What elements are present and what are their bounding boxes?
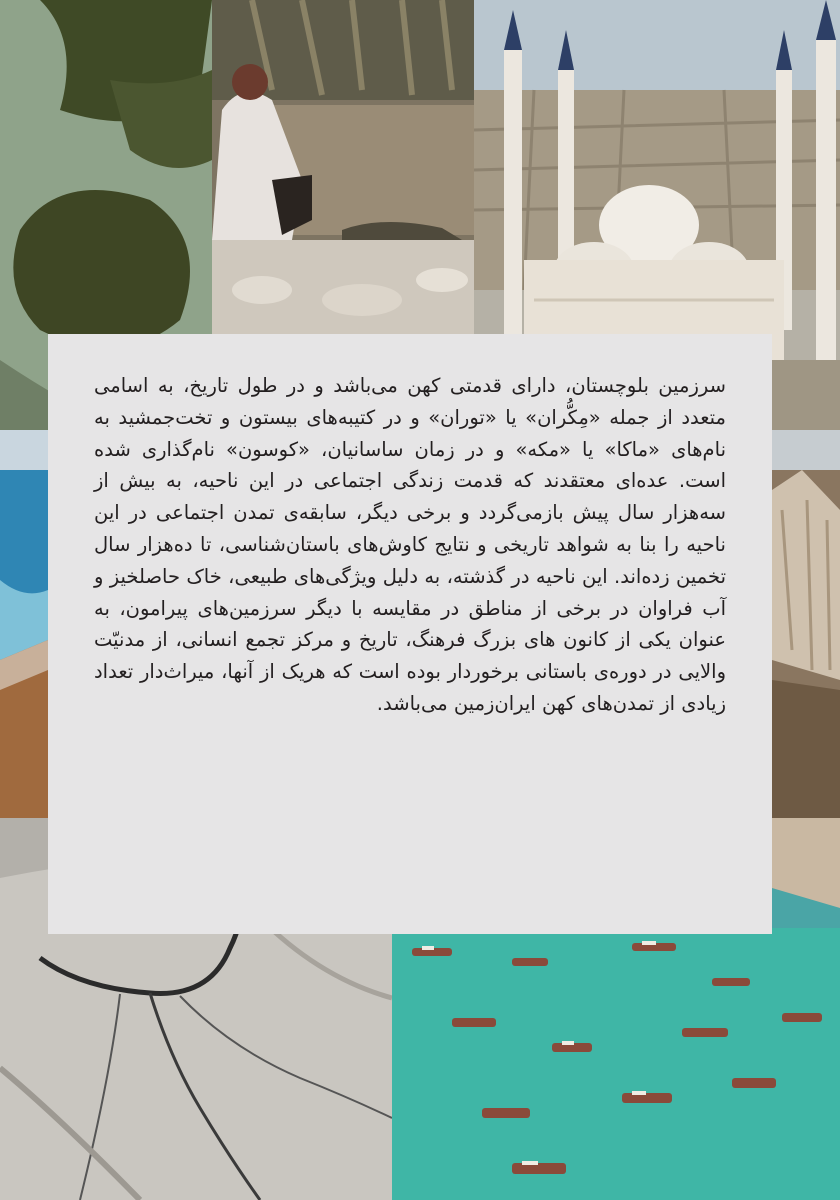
eroded-cliffs-photo (772, 430, 840, 818)
article-text-panel (48, 334, 772, 934)
article-paragraph: سرزمین بلوچستان، دارای قدمتی کهن می‌باشد و در طول تاریخ، به اسامی متعدد از جمله «مِکُّران» یا «توران» و در کتیبه‌های بیستون و تخت‌جمشید به نام‌های «ماکا» یا «مکه» و در زمان ساسانیان، «کوسون» نام‌گذاری شده است. عده‌ای معتقدند که قدمت زندگی اجتماعی در این ناحیه، به بیش از سه‌هزار سال پیش بازمی‌گردد و برخی دیگر، سابقه‌ی تمدن اجتماعی در این ناحیه را بنا به شواهد تاریخی و نتایج کاوش‌های باستان‌شناسی، تا ده‌هزار سال تخمین زده‌اند. این ناحیه در گذشته، به دلیل ویژگی‌های طبیعی، خاک حاصلخیز و آب فراوان در برخی از مناطق در مقایسه با دیگر سرزمین‌های پیرامون، به عنوان یکی از کانون های بزرگ فرهنگ، تاریخ و مرکز تجمع انسانی، از مدنیّت والایی در دوره‌ی باستانی برخوردار بوده است که هریک از آنها، میراث‌دار تعداد زیادی از تمدن‌های کهن ایران‌زمین می‌باشد. (94, 374, 726, 715)
man-with-crocodiles-photo (212, 0, 474, 334)
coast-beach-photo (0, 430, 48, 818)
